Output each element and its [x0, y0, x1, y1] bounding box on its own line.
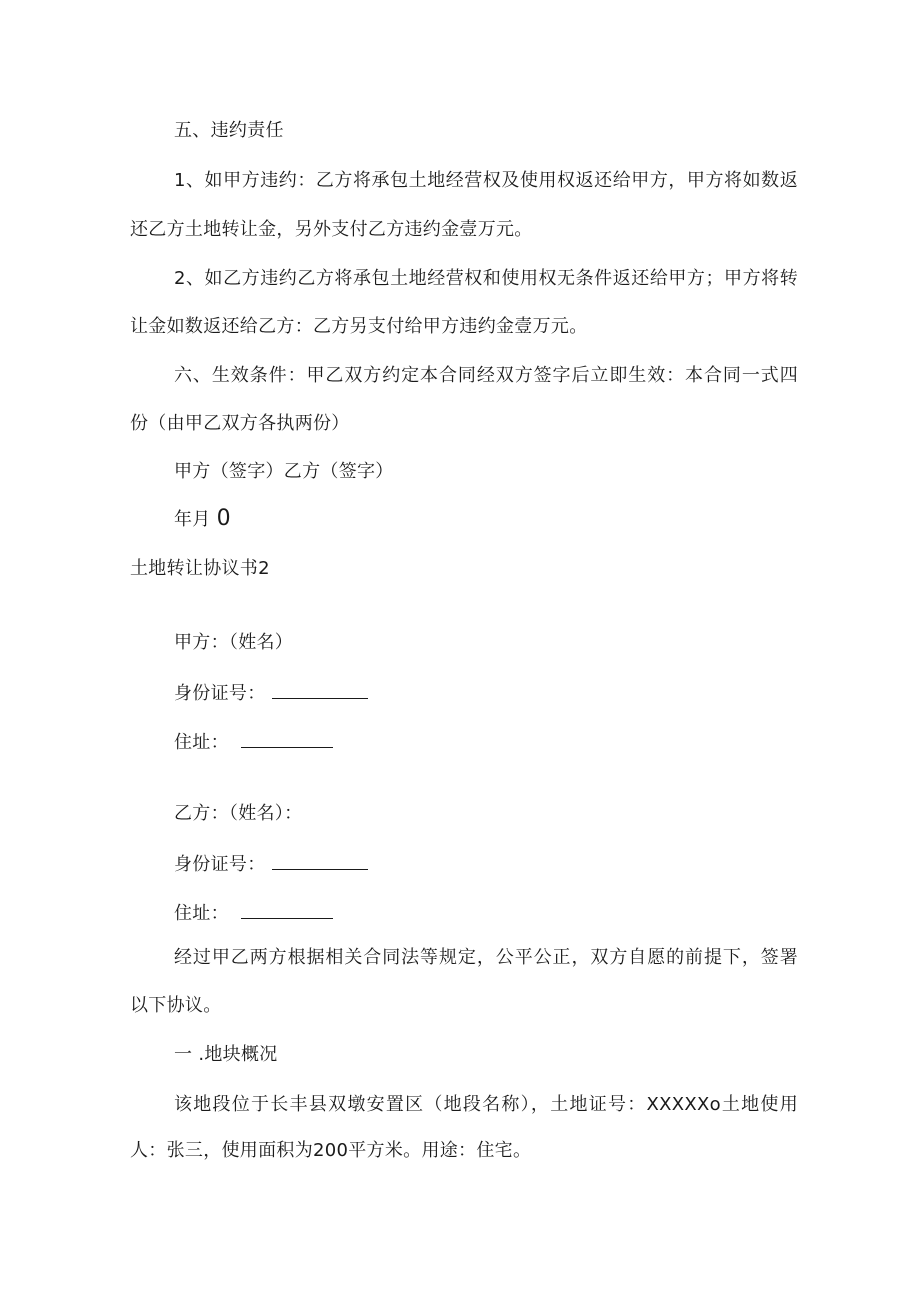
party-a-address-blank [241, 729, 333, 748]
section-5-item-1-line-1: 1、如甲方违约：乙方将承包土地经营权及使用权返还给甲方，甲方将如数返 [174, 170, 798, 191]
party-a-id-row [174, 680, 368, 706]
intro-line-2: 以下协议。 [130, 995, 222, 1016]
section-5-title: 五、违约责任 [174, 120, 284, 141]
date-line [174, 507, 231, 532]
party-b-address-label: 住址： [174, 903, 229, 924]
party-a-id-label: 身份证号： [174, 683, 266, 704]
date-value: 0 [216, 506, 231, 531]
signatures-line: 甲方（签字）乙方（签字） [174, 461, 394, 482]
party-b-id-label: 身份证号： [174, 854, 266, 875]
party-a-address-label: 住址： [174, 732, 229, 753]
clause-1-title: 一 .地块概况 [174, 1044, 278, 1065]
party-a-id-blank [272, 680, 368, 699]
party-b-id-row [174, 851, 368, 877]
party-b-label: 乙方：（姓名）： [174, 803, 303, 824]
agreement-2-title: 土地转让协议书2 [130, 558, 270, 579]
section-5-item-1-line-2: 还乙方土地转让金，另外支付乙方违约金壹万元。 [130, 219, 533, 240]
date-label: 年月 [174, 509, 211, 530]
party-a-label: 甲方：（姓名） [174, 632, 294, 653]
clause-1-line-2: 人：张三，使用面积为200平方米。用途：住宅。 [130, 1140, 532, 1161]
party-a-address-row [174, 729, 333, 755]
section-5-item-2-line-2: 让金如数返还给乙方：乙方另支付给甲方违约金壹万元。 [130, 316, 588, 337]
party-b-address-row [174, 900, 333, 926]
section-6-line-2: 份（由甲乙双方各执两份） [130, 413, 350, 434]
intro-line-1: 经过甲乙两方根据相关合同法等规定，公平公正，双方自愿的前提下，签署 [174, 947, 798, 968]
party-b-address-blank [241, 900, 333, 919]
section-6-line-1: 六、生效条件：甲乙双方约定本合同经双方签字后立即生效：本合同一式四 [174, 365, 798, 386]
section-5-item-2-line-1: 2、如乙方违约乙方将承包土地经营权和使用权无条件返还给甲方；甲方将转 [174, 268, 798, 289]
party-b-id-blank [272, 851, 368, 870]
clause-1-line-1: 该地段位于长丰县双墩安置区（地段名称），土地证号：XXXXXo土地使用 [174, 1094, 798, 1115]
